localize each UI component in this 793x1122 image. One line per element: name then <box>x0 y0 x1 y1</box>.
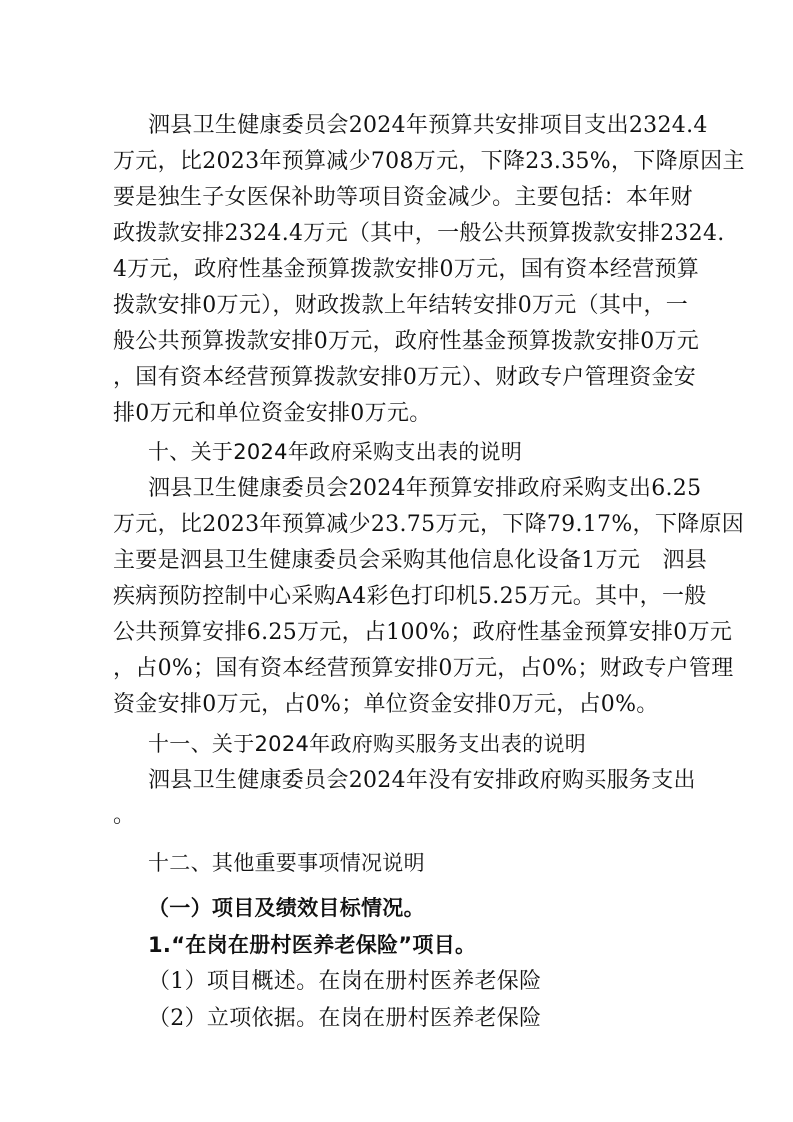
subsection-heading: （一）项目及绩效目标情况。 <box>148 896 425 920</box>
text-line: 公共预算安排6.25万元，占100%；政府性基金预算安排0万元 <box>113 620 733 645</box>
text-line: 要是独生子女医保补助等项目资金减少。主要包括：本年财 <box>113 185 693 210</box>
text-line: 般公共预算拨款安排0万元，政府性基金预算拨款安排0万元 <box>113 329 700 354</box>
text-line: （2）立项依据。在岗在册村医养老保险 <box>148 1006 542 1031</box>
text-line: 泗县卫生健康委员会2024年预算安排政府采购支出6.25 <box>148 476 702 501</box>
text-line: 排0万元和单位资金安排0万元。 <box>113 401 432 426</box>
text-line: 。 <box>113 803 136 828</box>
text-line: 拨款安排0万元），财政拨款上年结转安排0万元（其中，一 <box>113 293 689 318</box>
text-line: 资金安排0万元，占0%；单位资金安排0万元，占0%。 <box>113 692 659 717</box>
text-line: 疾病预防控制中心采购A4彩色打印机5.25万元。其中，一般 <box>113 584 707 609</box>
text-line: 政拨款安排2324.4万元（其中，一般公共预算拨款安排2324. <box>113 221 725 246</box>
text-line: ，国有资本经营预算拨款安排0万元）、财政专户管理资金安 <box>113 365 697 390</box>
section-heading: 十一、关于2024年政府购买服务支出表的说明 <box>148 732 587 756</box>
section-heading: 十、关于2024年政府采购支出表的说明 <box>148 440 523 464</box>
text-line: 泗县卫生健康委员会2024年预算共安排项目支出2324.4 <box>148 113 708 138</box>
text-line: 4万元，政府性基金预算拨款安排0万元，国有资本经营预算 <box>113 257 700 282</box>
text-line: 主要是泗县卫生健康委员会采购其他信息化设备1万元 泗县 <box>113 548 708 573</box>
text-line: 万元，比2023年预算减少23.75万元，下降79.17%，下降原因 <box>113 512 745 537</box>
section-heading: 十二、其他重要事项情况说明 <box>148 851 425 875</box>
text-line: ，占0%；国有资本经营预算安排0万元，占0%；财政专户管理 <box>113 656 734 681</box>
text-line: 万元，比2023年预算减少708万元，下降23.35%，下降原因主 <box>113 149 745 174</box>
text-line: 泗县卫生健康委员会2024年没有安排政府购买服务支出 <box>148 768 696 793</box>
item-heading: 1.“在岗在册村医养老保险”项目。 <box>148 933 477 957</box>
text-line: （1）项目概述。在岗在册村医养老保险 <box>148 969 542 994</box>
